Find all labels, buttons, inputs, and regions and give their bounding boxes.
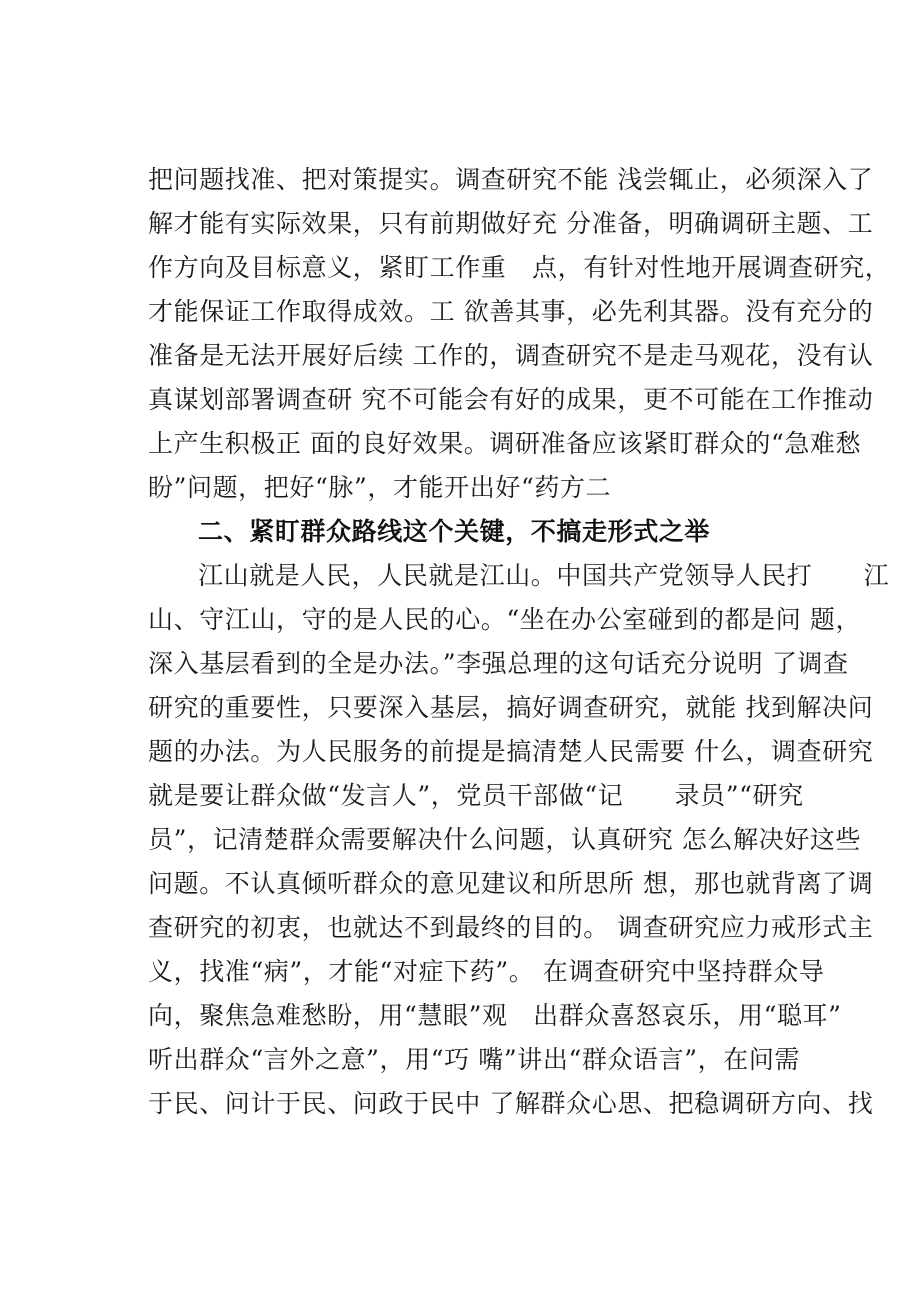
section-heading-2: 二、紧盯群众路线这个关键，不搞走形式之举 <box>198 517 711 546</box>
paragraph1-line-3: 作方向及目标意义，紧盯工作重 点，有针对性地开展调查研究， <box>148 253 891 282</box>
paragraph1-line-6: 真谋划部署调查研 究不可能会有好的成果，更不可能在工作推动 <box>148 385 874 414</box>
paragraph1-line-1: 把问题找准、把对策提实。调查研究不能 浅尝辄止，必须深入了 <box>148 165 874 194</box>
paragraph2-line-8: 问题。不认真倾听群众的意见建议和所思所 想，那也就背离了调 <box>148 869 874 898</box>
paragraph2-line-6: 就是要让群众做“发言人”，党员干部做“记 录员”“研究 <box>148 781 804 810</box>
paragraph2-line-12: 听出群众“言外之意”，用“巧 嘴”讲出“群众语言”，在问需 <box>148 1045 801 1074</box>
paragraph2-line-3: 深入基层看到的全是办法。”李强总理的这句话充分说明 了调查 <box>148 649 849 678</box>
paragraph2-line-10: 义，找准“病”，才能“对症下药”。 在调查研究中坚持群众导 <box>148 957 825 986</box>
paragraph2-line-13: 于民、问计于民、问政于民中 了解群众心思、把稳调研方向、找 <box>148 1089 874 1118</box>
paragraph2-line-4: 研究的重要性，只要深入基层，搞好调查研究，就能 找到解决问 <box>148 693 874 722</box>
paragraph2-line-2: 山、守江山，守的是人民的心。“坐在办公室碰到的都是问 题， <box>148 605 862 634</box>
paragraph2-line-9: 查研究的初衷，也就达不到最终的目的。 调查研究应力戒形式主 <box>148 913 874 942</box>
paragraph1-line-5: 准备是无法开展好后续 工作的，调查研究不是走马观花，没有认 <box>148 341 874 370</box>
paragraph2-line-1: 江山就是人民，人民就是江山。中国共产党领导人民打 江 <box>198 561 890 590</box>
paragraph1-line-8: 盼”问题，把好“脉”，才能开出好“药方二 <box>148 473 612 502</box>
paragraph2-line-7: 员”，记清楚群众需要解决什么问题，认真研究 怎么解决好这些 <box>148 825 862 854</box>
paragraph2-line-5: 题的办法。为人民服务的前提是搞清楚人民需要 什么，调查研究 <box>148 737 874 766</box>
paragraph2-line-11: 向，聚焦急难愁盼，用“慧眼”观 出群众喜怒哀乐，用“聪耳” <box>148 1001 842 1030</box>
paragraph1-line-7: 上产生积极正 面的良好效果。调研准备应该紧盯群众的“急难愁 <box>148 429 862 458</box>
paragraph1-line-4: 才能保证工作取得成效。工 欲善其事，必先利其器。没有充分的 <box>148 297 874 326</box>
paragraph1-line-2: 解才能有实际效果，只有前期做好充 分准备，明确调研主题、工 <box>148 209 874 238</box>
